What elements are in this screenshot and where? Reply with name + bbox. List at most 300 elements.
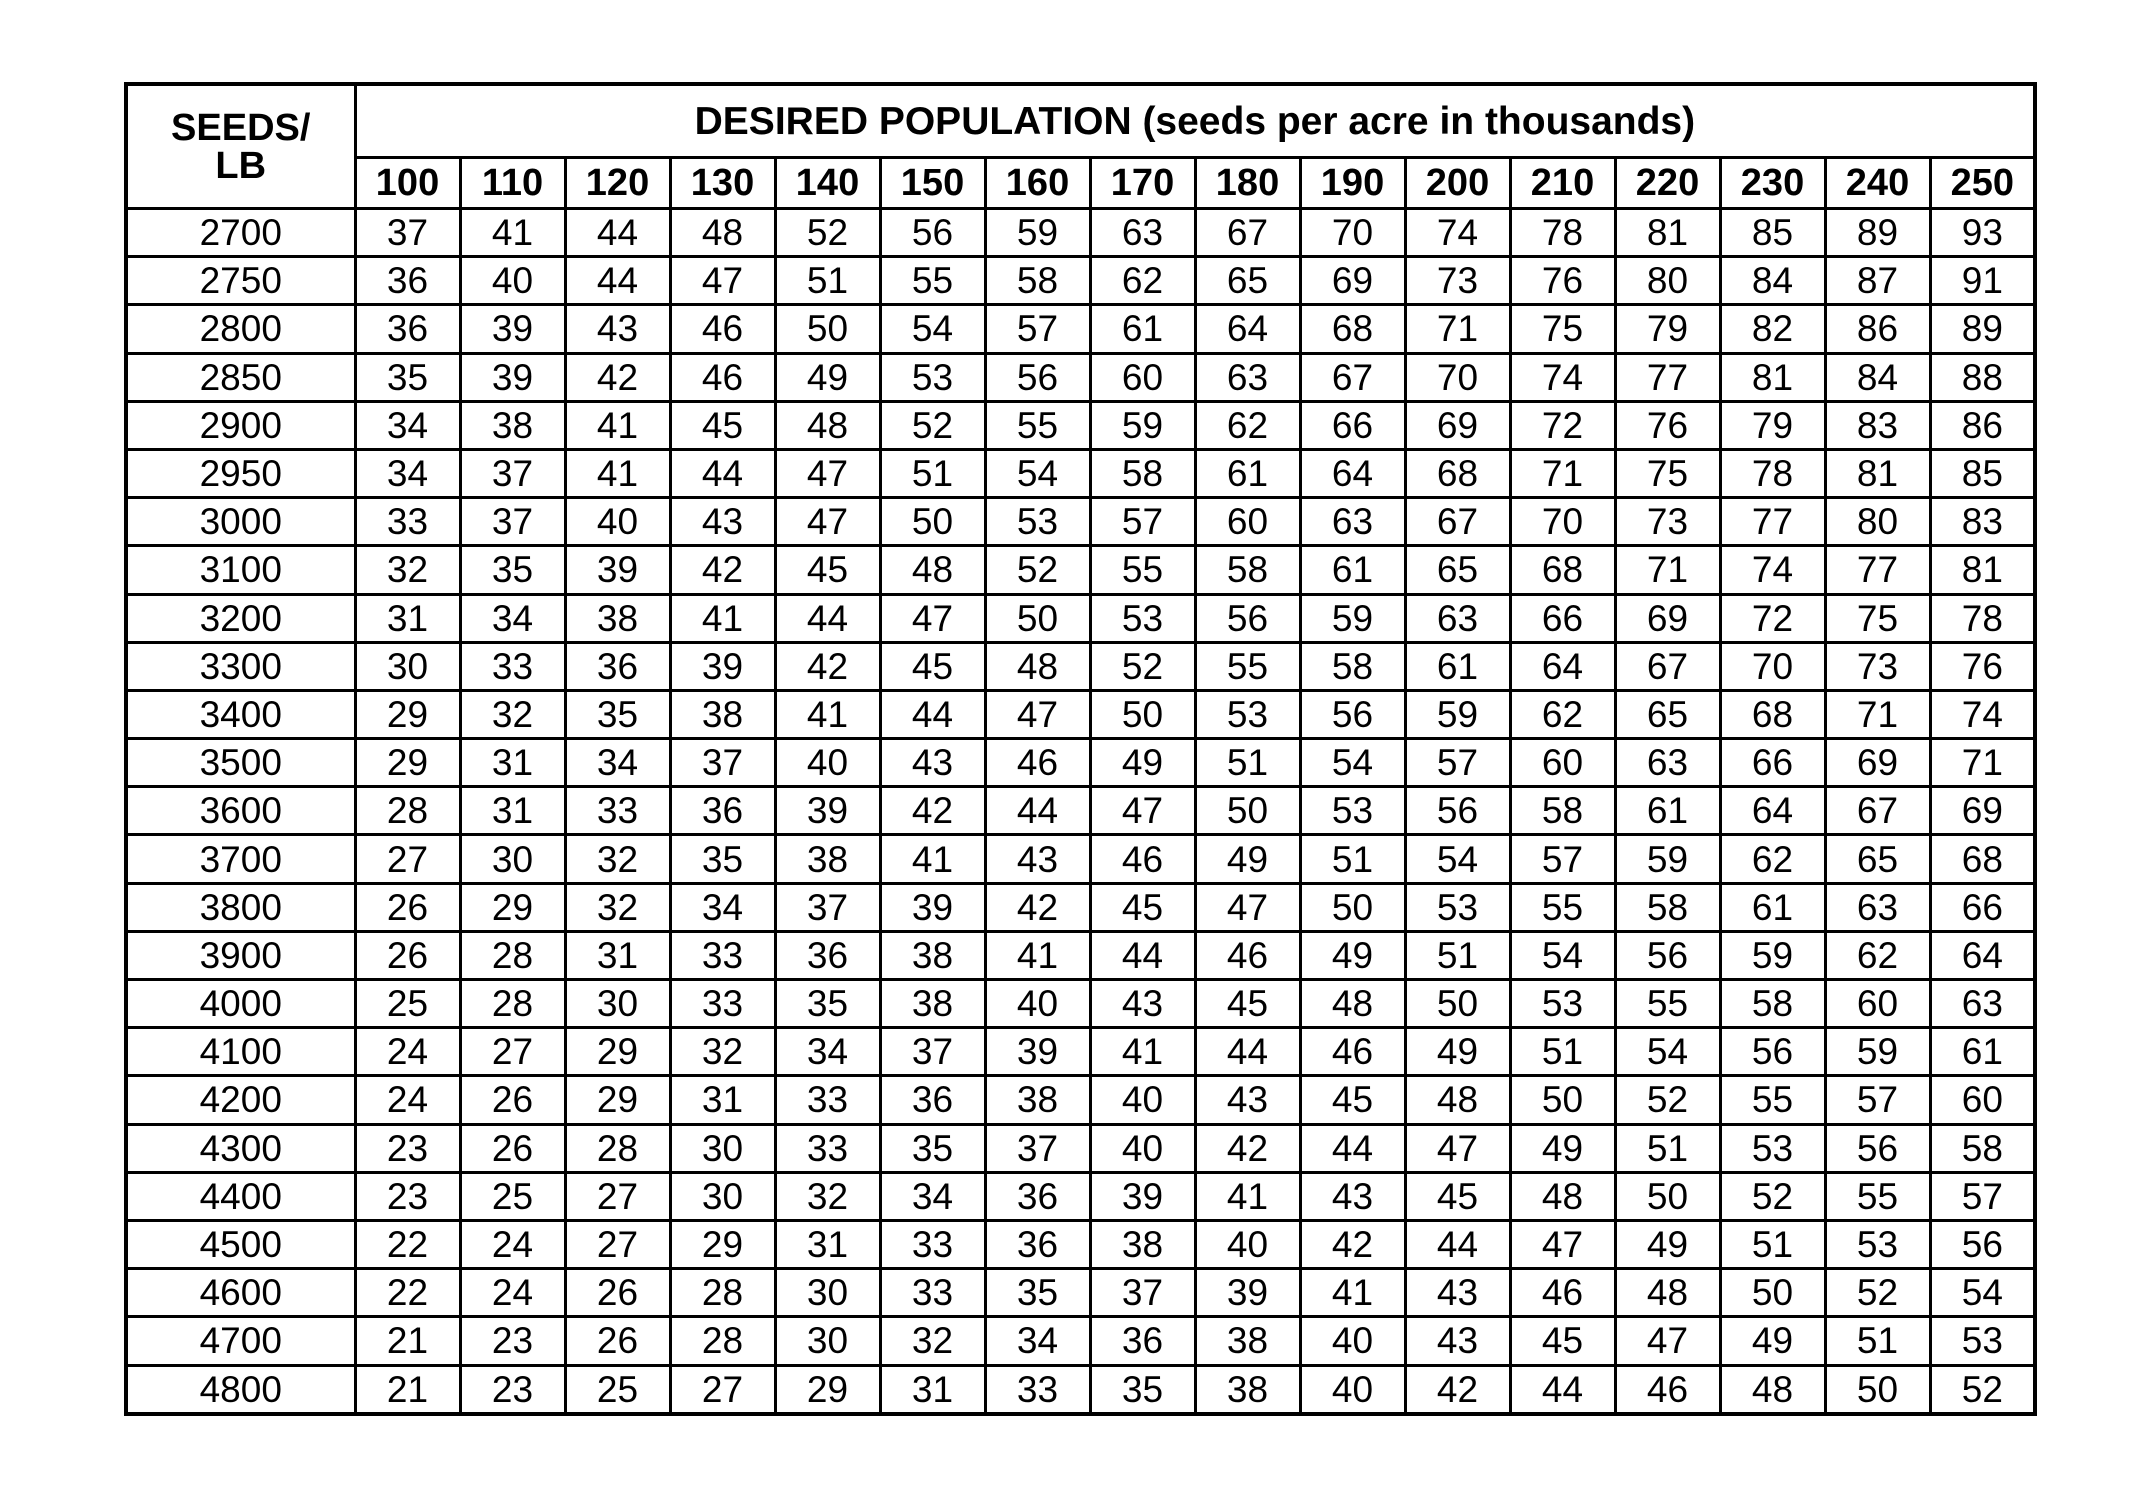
rate-cell: 67 xyxy=(1615,642,1720,690)
rate-cell: 29 xyxy=(565,1076,670,1124)
rate-cell: 38 xyxy=(460,401,565,449)
rate-cell: 58 xyxy=(1720,980,1825,1028)
rate-cell: 34 xyxy=(670,883,775,931)
seeds-per-lb-cell: 4500 xyxy=(126,1220,355,1268)
rate-cell: 41 xyxy=(985,931,1090,979)
rate-cell: 58 xyxy=(985,257,1090,305)
rate-cell: 63 xyxy=(1195,353,1300,401)
seeds-per-lb-cell: 2950 xyxy=(126,449,355,497)
rate-cell: 44 xyxy=(1300,1124,1405,1172)
rate-cell: 52 xyxy=(985,546,1090,594)
rate-cell: 71 xyxy=(1510,449,1615,497)
rate-cell: 47 xyxy=(775,449,880,497)
rate-cell: 77 xyxy=(1720,498,1825,546)
rate-cell: 23 xyxy=(460,1365,565,1414)
rate-cell: 64 xyxy=(1195,305,1300,353)
rate-cell: 52 xyxy=(1090,642,1195,690)
rate-cell: 59 xyxy=(1615,835,1720,883)
rate-cell: 50 xyxy=(1405,980,1510,1028)
rate-cell: 42 xyxy=(1195,1124,1300,1172)
rate-cell: 45 xyxy=(775,546,880,594)
rate-cell: 53 xyxy=(1090,594,1195,642)
rate-cell: 67 xyxy=(1825,787,1930,835)
rate-cell: 76 xyxy=(1930,642,2035,690)
rate-cell: 39 xyxy=(670,642,775,690)
rate-cell: 45 xyxy=(1510,1317,1615,1365)
rate-cell: 54 xyxy=(880,305,985,353)
seeds-per-lb-cell: 4200 xyxy=(126,1076,355,1124)
table-row xyxy=(126,787,2035,835)
rate-cell: 66 xyxy=(1510,594,1615,642)
rate-cell: 36 xyxy=(670,787,775,835)
rate-cell: 51 xyxy=(1510,1028,1615,1076)
population-column-header: 190 xyxy=(1300,158,1405,209)
rate-cell: 82 xyxy=(1720,305,1825,353)
rate-cell: 36 xyxy=(1090,1317,1195,1365)
rate-cell: 27 xyxy=(670,1365,775,1414)
rate-cell: 23 xyxy=(460,1317,565,1365)
rate-cell: 25 xyxy=(565,1365,670,1414)
rate-cell: 29 xyxy=(355,690,460,738)
rate-cell: 25 xyxy=(355,980,460,1028)
population-column-header: 110 xyxy=(460,158,565,209)
rate-cell: 62 xyxy=(1825,931,1930,979)
population-column-header: 250 xyxy=(1930,158,2035,209)
rate-cell: 46 xyxy=(1510,1269,1615,1317)
table-row xyxy=(126,1124,2035,1172)
rate-cell: 86 xyxy=(1930,401,2035,449)
rate-cell: 63 xyxy=(1615,739,1720,787)
rate-cell: 67 xyxy=(1300,353,1405,401)
seed-rate-table xyxy=(124,82,2037,1416)
rate-cell: 74 xyxy=(1720,546,1825,594)
rate-cell: 36 xyxy=(985,1172,1090,1220)
rate-cell: 81 xyxy=(1615,209,1720,257)
rate-cell: 76 xyxy=(1615,401,1720,449)
rate-cell: 60 xyxy=(1090,353,1195,401)
rate-cell: 48 xyxy=(1405,1076,1510,1124)
population-column-header: 120 xyxy=(565,158,670,209)
rate-cell: 46 xyxy=(1195,931,1300,979)
rate-cell: 47 xyxy=(670,257,775,305)
rate-cell: 87 xyxy=(1825,257,1930,305)
rate-cell: 29 xyxy=(355,739,460,787)
rate-cell: 50 xyxy=(1825,1365,1930,1414)
rate-cell: 49 xyxy=(1405,1028,1510,1076)
rate-cell: 42 xyxy=(1405,1365,1510,1414)
rate-cell: 31 xyxy=(670,1076,775,1124)
rate-cell: 40 xyxy=(1300,1365,1405,1414)
population-column-header: 210 xyxy=(1510,158,1615,209)
rate-cell: 26 xyxy=(565,1269,670,1317)
rate-cell: 58 xyxy=(1195,546,1300,594)
rate-cell: 68 xyxy=(1300,305,1405,353)
population-column-header: 140 xyxy=(775,158,880,209)
rate-cell: 50 xyxy=(775,305,880,353)
rate-cell: 38 xyxy=(565,594,670,642)
rate-cell: 62 xyxy=(1510,690,1615,738)
rate-cell: 37 xyxy=(460,449,565,497)
table-row xyxy=(126,449,2035,497)
seeds-per-lb-cell: 3900 xyxy=(126,931,355,979)
rate-cell: 31 xyxy=(355,594,460,642)
rate-cell: 31 xyxy=(460,739,565,787)
rate-cell: 44 xyxy=(880,690,985,738)
rate-cell: 51 xyxy=(880,449,985,497)
rate-cell: 65 xyxy=(1615,690,1720,738)
rate-cell: 34 xyxy=(985,1317,1090,1365)
rate-cell: 21 xyxy=(355,1317,460,1365)
rate-cell: 85 xyxy=(1930,449,2035,497)
population-columns-row xyxy=(126,158,2035,209)
rate-cell: 42 xyxy=(880,787,985,835)
rate-cell: 41 xyxy=(1300,1269,1405,1317)
rate-cell: 84 xyxy=(1825,353,1930,401)
rate-cell: 40 xyxy=(565,498,670,546)
seeds-per-lb-cell: 3000 xyxy=(126,498,355,546)
rate-cell: 76 xyxy=(1510,257,1615,305)
rate-cell: 44 xyxy=(1090,931,1195,979)
rate-cell: 71 xyxy=(1405,305,1510,353)
rate-cell: 58 xyxy=(1510,787,1615,835)
rate-cell: 60 xyxy=(1195,498,1300,546)
rate-cell: 44 xyxy=(1510,1365,1615,1414)
rate-cell: 34 xyxy=(565,739,670,787)
rate-cell: 80 xyxy=(1615,257,1720,305)
rate-cell: 27 xyxy=(565,1172,670,1220)
rate-cell: 50 xyxy=(1090,690,1195,738)
rate-cell: 49 xyxy=(1615,1220,1720,1268)
rate-cell: 47 xyxy=(880,594,985,642)
rate-cell: 59 xyxy=(1405,690,1510,738)
rate-cell: 51 xyxy=(1825,1317,1930,1365)
rate-cell: 52 xyxy=(775,209,880,257)
rate-cell: 45 xyxy=(1300,1076,1405,1124)
rate-cell: 34 xyxy=(355,401,460,449)
rate-cell: 39 xyxy=(985,1028,1090,1076)
rate-cell: 51 xyxy=(1720,1220,1825,1268)
rate-cell: 83 xyxy=(1930,498,2035,546)
rate-cell: 30 xyxy=(775,1269,880,1317)
rate-cell: 55 xyxy=(1090,546,1195,594)
table-row xyxy=(126,401,2035,449)
rate-cell: 38 xyxy=(1090,1220,1195,1268)
population-column-header: 240 xyxy=(1825,158,1930,209)
rate-cell: 46 xyxy=(1090,835,1195,883)
rate-cell: 29 xyxy=(775,1365,880,1414)
rate-cell: 45 xyxy=(1090,883,1195,931)
rate-cell: 33 xyxy=(880,1269,985,1317)
rate-cell: 56 xyxy=(1615,931,1720,979)
seeds-per-lb-cell: 3400 xyxy=(126,690,355,738)
seeds-per-lb-cell: 4000 xyxy=(126,980,355,1028)
rate-cell: 42 xyxy=(775,642,880,690)
rate-cell: 31 xyxy=(460,787,565,835)
seeds-per-lb-header xyxy=(126,84,355,209)
rate-cell: 36 xyxy=(985,1220,1090,1268)
seeds-per-lb-cell: 3700 xyxy=(126,835,355,883)
rate-cell: 53 xyxy=(1825,1220,1930,1268)
population-column-header: 130 xyxy=(670,158,775,209)
rate-cell: 30 xyxy=(565,980,670,1028)
rate-cell: 49 xyxy=(1090,739,1195,787)
rate-cell: 37 xyxy=(670,739,775,787)
rate-cell: 53 xyxy=(1510,980,1615,1028)
rate-cell: 48 xyxy=(775,401,880,449)
rate-cell: 41 xyxy=(1090,1028,1195,1076)
rate-cell: 41 xyxy=(880,835,985,883)
seeds-per-lb-cell: 3200 xyxy=(126,594,355,642)
rate-cell: 51 xyxy=(1615,1124,1720,1172)
rate-cell: 60 xyxy=(1930,1076,2035,1124)
rate-cell: 38 xyxy=(880,980,985,1028)
rate-cell: 26 xyxy=(355,883,460,931)
rate-cell: 40 xyxy=(775,739,880,787)
rate-cell: 47 xyxy=(1090,787,1195,835)
rate-cell: 63 xyxy=(1405,594,1510,642)
rate-cell: 48 xyxy=(1300,980,1405,1028)
rate-cell: 59 xyxy=(1300,594,1405,642)
rate-cell: 37 xyxy=(1090,1269,1195,1317)
rate-cell: 27 xyxy=(460,1028,565,1076)
rate-cell: 34 xyxy=(460,594,565,642)
rate-cell: 35 xyxy=(565,690,670,738)
rate-cell: 55 xyxy=(880,257,985,305)
rate-cell: 39 xyxy=(460,305,565,353)
rate-cell: 27 xyxy=(355,835,460,883)
table-row xyxy=(126,594,2035,642)
rate-cell: 52 xyxy=(1615,1076,1720,1124)
rate-cell: 43 xyxy=(1405,1317,1510,1365)
population-column-header: 100 xyxy=(355,158,460,209)
rate-cell: 33 xyxy=(670,980,775,1028)
rate-cell: 50 xyxy=(1195,787,1300,835)
rate-cell: 29 xyxy=(670,1220,775,1268)
rate-cell: 73 xyxy=(1615,498,1720,546)
rate-cell: 61 xyxy=(1405,642,1510,690)
table-row xyxy=(126,546,2035,594)
rate-cell: 64 xyxy=(1300,449,1405,497)
rate-cell: 25 xyxy=(460,1172,565,1220)
population-column-header: 220 xyxy=(1615,158,1720,209)
rate-cell: 37 xyxy=(880,1028,985,1076)
rate-cell: 49 xyxy=(1510,1124,1615,1172)
rate-cell: 26 xyxy=(355,931,460,979)
rate-cell: 49 xyxy=(775,353,880,401)
rate-cell: 27 xyxy=(565,1220,670,1268)
rate-cell: 63 xyxy=(1090,209,1195,257)
rate-cell: 54 xyxy=(1930,1269,2035,1317)
table-row xyxy=(126,1028,2035,1076)
table-row xyxy=(126,980,2035,1028)
population-column-header: 160 xyxy=(985,158,1090,209)
table-row xyxy=(126,931,2035,979)
rate-cell: 39 xyxy=(880,883,985,931)
rate-cell: 32 xyxy=(775,1172,880,1220)
rate-cell: 56 xyxy=(1720,1028,1825,1076)
header-row-top xyxy=(126,84,2035,158)
rate-cell: 70 xyxy=(1510,498,1615,546)
rate-cell: 36 xyxy=(880,1076,985,1124)
rate-cell: 35 xyxy=(1090,1365,1195,1414)
rate-cell: 32 xyxy=(670,1028,775,1076)
rate-cell: 49 xyxy=(1720,1317,1825,1365)
rate-cell: 88 xyxy=(1930,353,2035,401)
rate-cell: 35 xyxy=(670,835,775,883)
rate-cell: 60 xyxy=(1510,739,1615,787)
population-column-header: 170 xyxy=(1090,158,1195,209)
rate-cell: 69 xyxy=(1615,594,1720,642)
rate-cell: 70 xyxy=(1720,642,1825,690)
rate-cell: 63 xyxy=(1930,980,2035,1028)
rate-cell: 79 xyxy=(1720,401,1825,449)
rate-cell: 41 xyxy=(670,594,775,642)
rate-cell: 75 xyxy=(1825,594,1930,642)
rate-cell: 58 xyxy=(1090,449,1195,497)
rate-cell: 51 xyxy=(1195,739,1300,787)
rate-cell: 35 xyxy=(775,980,880,1028)
rate-cell: 48 xyxy=(985,642,1090,690)
rate-cell: 49 xyxy=(1195,835,1300,883)
rate-cell: 40 xyxy=(1300,1317,1405,1365)
rate-cell: 55 xyxy=(1195,642,1300,690)
rate-cell: 43 xyxy=(880,739,985,787)
rate-cell: 34 xyxy=(355,449,460,497)
rate-cell: 61 xyxy=(1195,449,1300,497)
rate-cell: 57 xyxy=(985,305,1090,353)
rate-cell: 43 xyxy=(1195,1076,1300,1124)
rate-cell: 37 xyxy=(775,883,880,931)
rate-cell: 33 xyxy=(565,787,670,835)
table-row xyxy=(126,209,2035,257)
seeds-per-lb-cell: 2750 xyxy=(126,257,355,305)
rate-cell: 62 xyxy=(1720,835,1825,883)
rate-cell: 26 xyxy=(460,1076,565,1124)
table-row xyxy=(126,1076,2035,1124)
rate-cell: 39 xyxy=(565,546,670,594)
rate-cell: 62 xyxy=(1090,257,1195,305)
rate-cell: 53 xyxy=(1300,787,1405,835)
rate-cell: 36 xyxy=(355,257,460,305)
rate-cell: 31 xyxy=(775,1220,880,1268)
rate-cell: 24 xyxy=(460,1269,565,1317)
table-row xyxy=(126,353,2035,401)
rate-cell: 69 xyxy=(1930,787,2035,835)
seeds-header-line2: LB xyxy=(215,144,267,187)
rate-cell: 28 xyxy=(670,1317,775,1365)
rate-cell: 28 xyxy=(670,1269,775,1317)
rate-cell: 81 xyxy=(1720,353,1825,401)
rate-cell: 56 xyxy=(880,209,985,257)
rate-cell: 78 xyxy=(1510,209,1615,257)
rate-cell: 81 xyxy=(1825,449,1930,497)
rate-cell: 61 xyxy=(1300,546,1405,594)
rate-cell: 68 xyxy=(1720,690,1825,738)
rate-cell: 40 xyxy=(1090,1076,1195,1124)
rate-cell: 64 xyxy=(1720,787,1825,835)
rate-cell: 38 xyxy=(985,1076,1090,1124)
rate-cell: 77 xyxy=(1825,546,1930,594)
rate-cell: 38 xyxy=(670,690,775,738)
rate-cell: 77 xyxy=(1615,353,1720,401)
rate-cell: 30 xyxy=(670,1124,775,1172)
rate-cell: 55 xyxy=(1615,980,1720,1028)
table-row xyxy=(126,305,2035,353)
rate-cell: 46 xyxy=(670,353,775,401)
rate-cell: 66 xyxy=(1930,883,2035,931)
rate-cell: 41 xyxy=(460,209,565,257)
rate-cell: 33 xyxy=(775,1076,880,1124)
rate-cell: 33 xyxy=(985,1365,1090,1414)
rate-cell: 64 xyxy=(1510,642,1615,690)
rate-cell: 58 xyxy=(1300,642,1405,690)
rate-cell: 44 xyxy=(985,787,1090,835)
rate-cell: 51 xyxy=(1405,931,1510,979)
table-row xyxy=(126,1172,2035,1220)
rate-cell: 45 xyxy=(670,401,775,449)
rate-cell: 33 xyxy=(775,1124,880,1172)
rate-cell: 86 xyxy=(1825,305,1930,353)
rate-cell: 23 xyxy=(355,1172,460,1220)
rate-cell: 38 xyxy=(1195,1365,1300,1414)
rate-cell: 42 xyxy=(985,883,1090,931)
rate-cell: 61 xyxy=(1090,305,1195,353)
table-row xyxy=(126,739,2035,787)
rate-cell: 44 xyxy=(670,449,775,497)
rate-cell: 57 xyxy=(1090,498,1195,546)
rate-cell: 47 xyxy=(985,690,1090,738)
table-row xyxy=(126,1317,2035,1365)
rate-cell: 41 xyxy=(565,449,670,497)
rate-cell: 48 xyxy=(670,209,775,257)
population-column-header: 150 xyxy=(880,158,985,209)
rate-cell: 84 xyxy=(1720,257,1825,305)
rate-cell: 63 xyxy=(1300,498,1405,546)
rate-cell: 26 xyxy=(460,1124,565,1172)
rate-cell: 72 xyxy=(1510,401,1615,449)
seeds-per-lb-cell: 3300 xyxy=(126,642,355,690)
rate-cell: 52 xyxy=(1825,1269,1930,1317)
rate-cell: 24 xyxy=(355,1076,460,1124)
rate-cell: 32 xyxy=(355,546,460,594)
rate-cell: 65 xyxy=(1825,835,1930,883)
population-column-header: 230 xyxy=(1720,158,1825,209)
rate-cell: 51 xyxy=(775,257,880,305)
rate-cell: 47 xyxy=(1405,1124,1510,1172)
rate-cell: 30 xyxy=(355,642,460,690)
rate-cell: 73 xyxy=(1825,642,1930,690)
rate-cell: 71 xyxy=(1615,546,1720,594)
rate-cell: 57 xyxy=(1510,835,1615,883)
rate-cell: 55 xyxy=(1510,883,1615,931)
population-column-header: 200 xyxy=(1405,158,1510,209)
table-row xyxy=(126,1269,2035,1317)
rate-cell: 50 xyxy=(1300,883,1405,931)
rate-cell: 74 xyxy=(1405,209,1510,257)
rate-cell: 39 xyxy=(1090,1172,1195,1220)
seeds-per-lb-cell: 4700 xyxy=(126,1317,355,1365)
rate-cell: 35 xyxy=(355,353,460,401)
rate-cell: 69 xyxy=(1300,257,1405,305)
rate-cell: 46 xyxy=(1300,1028,1405,1076)
rate-cell: 81 xyxy=(1930,546,2035,594)
rate-cell: 47 xyxy=(1510,1220,1615,1268)
rate-cell: 38 xyxy=(880,931,985,979)
rate-cell: 51 xyxy=(1300,835,1405,883)
rate-cell: 31 xyxy=(565,931,670,979)
rate-cell: 59 xyxy=(1825,1028,1930,1076)
rate-cell: 28 xyxy=(565,1124,670,1172)
